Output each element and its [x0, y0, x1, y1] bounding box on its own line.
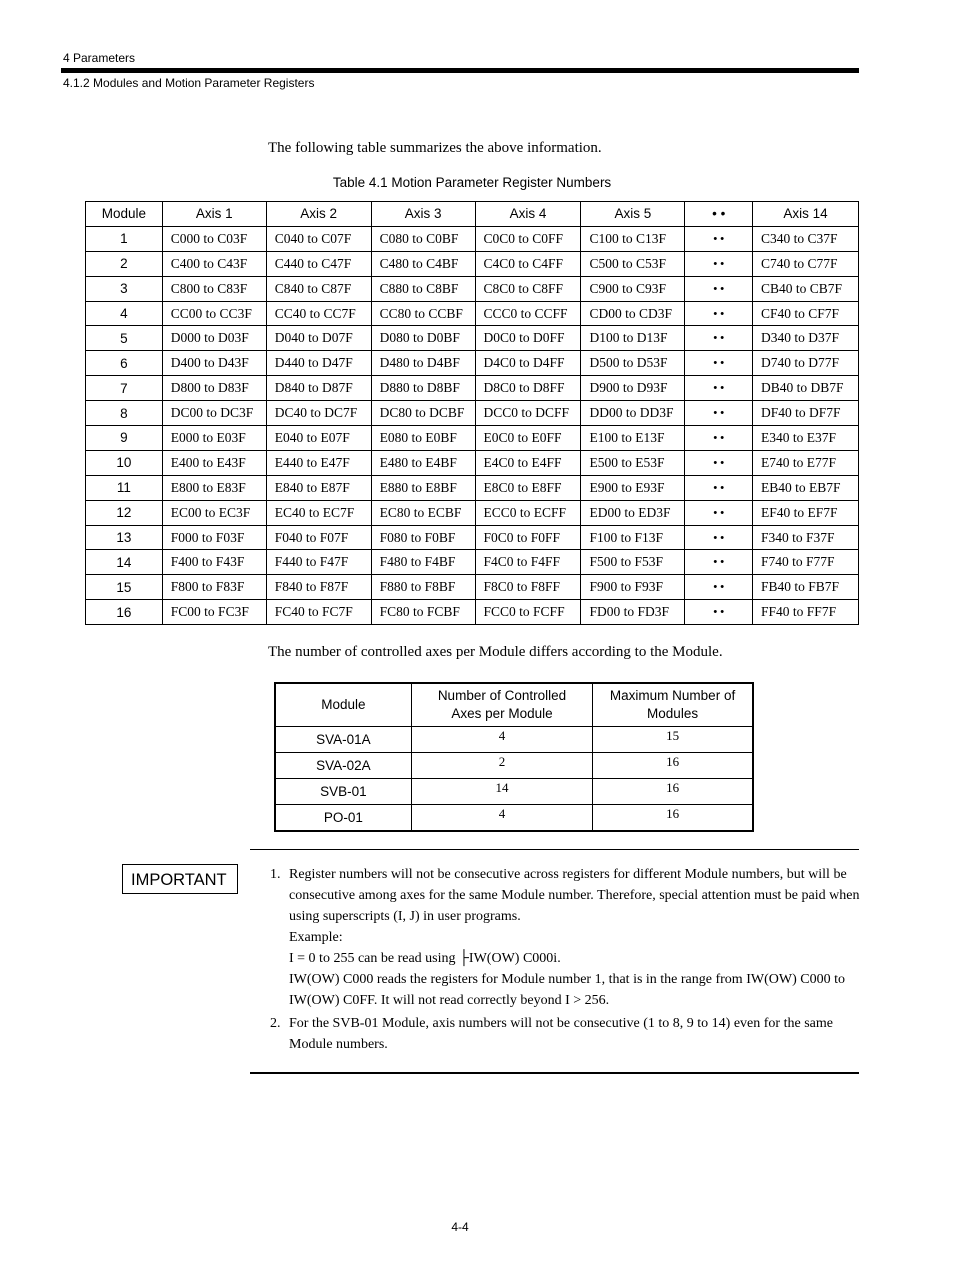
important-label: IMPORTANT: [122, 864, 238, 894]
table-cell: 4: [86, 301, 163, 326]
table-cell: E500 to E53F: [581, 450, 685, 475]
table-cell: C900 to C93F: [581, 276, 685, 301]
column-header: Module: [275, 683, 411, 727]
table-row: [86, 276, 859, 301]
table-cell: 4: [411, 805, 592, 832]
column-header: Axis 5: [581, 202, 685, 227]
table-cell: FC80 to FCBF: [371, 600, 475, 625]
table-cell: EB40 to EB7F: [753, 475, 859, 500]
table-cell: 10: [86, 450, 163, 475]
table-cell: CCC0 to CCFF: [475, 301, 581, 326]
table-cell: DC80 to DCBF: [371, 401, 475, 426]
table-cell: 2: [86, 251, 163, 276]
table-cell: 3: [86, 276, 163, 301]
table-cell: FF40 to FF7F: [753, 600, 859, 625]
register-number-table: [85, 201, 859, 625]
table-cell: F400 to F43F: [162, 550, 266, 575]
table-cell: • •: [685, 251, 753, 276]
table-row: [275, 779, 753, 805]
table-cell: F8C0 to F8FF: [475, 575, 581, 600]
table-cell: DC40 to DC7F: [266, 401, 371, 426]
table-cell: E0C0 to E0FF: [475, 426, 581, 451]
table-cell: E840 to E87F: [266, 475, 371, 500]
note-text: Register numbers will not be consecutive across registers for different Module numbers, but will be consecutive among axes for the same Module number. Therefore, special attention must be paid when using superscripts (I, J) in user programs.: [289, 867, 860, 924]
table-cell: F800 to F83F: [162, 575, 266, 600]
table-row: [275, 805, 753, 832]
column-header: Maximum Number of Modules: [593, 683, 753, 727]
table-cell: E000 to E03F: [162, 426, 266, 451]
table-cell: 15: [593, 727, 753, 753]
example-code: I = 0 to 255 can be read using ├IW(OW) C000i.: [289, 951, 561, 966]
table-cell: • •: [685, 301, 753, 326]
table-cell: F340 to F37F: [753, 525, 859, 550]
table-row: [86, 550, 859, 575]
table-cell: • •: [685, 401, 753, 426]
table-cell: 9: [86, 426, 163, 451]
table-row: [86, 426, 859, 451]
table-cell: D800 to D83F: [162, 376, 266, 401]
table-cell: 12: [86, 500, 163, 525]
table-cell: C100 to C13F: [581, 226, 685, 251]
table-cell: C800 to C83F: [162, 276, 266, 301]
table-cell: 15: [86, 575, 163, 600]
table-cell: FB40 to FB7F: [753, 575, 859, 600]
table-cell: SVB-01: [275, 779, 411, 805]
column-header: Axis 4: [475, 202, 581, 227]
note-item-1: [270, 864, 860, 1011]
table-cell: F840 to F87F: [266, 575, 371, 600]
table-cell: D740 to D77F: [753, 351, 859, 376]
column-header: Axis 2: [266, 202, 371, 227]
table-cell: F480 to F4BF: [371, 550, 475, 575]
table-cell: C840 to C87F: [266, 276, 371, 301]
table-cell: E8C0 to E8FF: [475, 475, 581, 500]
running-header-chapter: 4 Parameters: [63, 51, 136, 65]
table-cell: DF40 to DF7F: [753, 401, 859, 426]
table-cell: D500 to D53F: [581, 351, 685, 376]
column-header: Axis 1: [162, 202, 266, 227]
important-top-rule: [250, 849, 859, 850]
table-cell: 14: [411, 779, 592, 805]
table-cell: F900 to F93F: [581, 575, 685, 600]
table-cell: CC80 to CCBF: [371, 301, 475, 326]
table-cell: E040 to E07F: [266, 426, 371, 451]
column-header: • •: [685, 202, 753, 227]
column-header: Module: [86, 202, 163, 227]
table-cell: D8C0 to D8FF: [475, 376, 581, 401]
table-cell: 13: [86, 525, 163, 550]
table-cell: E800 to E83F: [162, 475, 266, 500]
table-cell: D000 to D03F: [162, 326, 266, 351]
table-cell: C000 to C03F: [162, 226, 266, 251]
table-cell: • •: [685, 226, 753, 251]
table-cell: EF40 to EF7F: [753, 500, 859, 525]
table-cell: E900 to E93F: [581, 475, 685, 500]
table-cell: E740 to E77F: [753, 450, 859, 475]
table-cell: F740 to F77F: [753, 550, 859, 575]
table-cell: FCC0 to FCFF: [475, 600, 581, 625]
table-cell: F100 to F13F: [581, 525, 685, 550]
column-header: Number of Controlled Axes per Module: [411, 683, 592, 727]
example-description: IW(OW) C000 reads the registers for Module number 1, that is in the range from IW(OW) C000 to IW(OW) C0FF. It will not read correctly beyond I > 256.: [289, 972, 845, 1008]
table-cell: C500 to C53F: [581, 251, 685, 276]
table-cell: C8C0 to C8FF: [475, 276, 581, 301]
table-cell: 11: [86, 475, 163, 500]
table-cell: C400 to C43F: [162, 251, 266, 276]
table-header-row: [275, 683, 753, 727]
table-cell: 6: [86, 351, 163, 376]
table-cell: D400 to D43F: [162, 351, 266, 376]
table-cell: • •: [685, 376, 753, 401]
table-cell: 16: [593, 805, 753, 832]
table-cell: E440 to E47F: [266, 450, 371, 475]
table-cell: D900 to D93F: [581, 376, 685, 401]
page-number: 4-4: [451, 1220, 469, 1234]
table-cell: C4C0 to C4FF: [475, 251, 581, 276]
table-cell: E880 to E8BF: [371, 475, 475, 500]
table-cell: 2: [411, 753, 592, 779]
table-cell: F880 to F8BF: [371, 575, 475, 600]
table-row: [86, 525, 859, 550]
table-cell: • •: [685, 326, 753, 351]
table-cell: • •: [685, 351, 753, 376]
table-cell: E4C0 to E4FF: [475, 450, 581, 475]
table-cell: CF40 to CF7F: [753, 301, 859, 326]
table-row: [86, 251, 859, 276]
table-cell: CC40 to CC7F: [266, 301, 371, 326]
table-cell: F080 to F0BF: [371, 525, 475, 550]
table-cell: • •: [685, 550, 753, 575]
table-cell: D0C0 to D0FF: [475, 326, 581, 351]
table-cell: 5: [86, 326, 163, 351]
table-cell: 8: [86, 401, 163, 426]
table-cell: D440 to D47F: [266, 351, 371, 376]
table-cell: C080 to C0BF: [371, 226, 475, 251]
table-cell: • •: [685, 426, 753, 451]
table-row: [86, 376, 859, 401]
table-cell: • •: [685, 475, 753, 500]
table-row: [275, 753, 753, 779]
table-cell: • •: [685, 450, 753, 475]
table-cell: • •: [685, 500, 753, 525]
table-cell: C040 to C07F: [266, 226, 371, 251]
table-cell: D4C0 to D4FF: [475, 351, 581, 376]
table-cell: SVA-01A: [275, 727, 411, 753]
table-row: [86, 401, 859, 426]
table-cell: 4: [411, 727, 592, 753]
table-cell: CD00 to CD3F: [581, 301, 685, 326]
table-cell: DB40 to DB7F: [753, 376, 859, 401]
table-cell: E080 to E0BF: [371, 426, 475, 451]
table-cell: EC80 to ECBF: [371, 500, 475, 525]
table-cell: F0C0 to F0FF: [475, 525, 581, 550]
table-row: [275, 727, 753, 753]
important-bottom-rule: [250, 1072, 859, 1074]
table-cell: EC00 to EC3F: [162, 500, 266, 525]
table-cell: D080 to D0BF: [371, 326, 475, 351]
table-cell: 16: [86, 600, 163, 625]
note-number: 1.: [270, 867, 281, 882]
table-cell: FC00 to FC3F: [162, 600, 266, 625]
table-cell: C440 to C47F: [266, 251, 371, 276]
header-rule: [61, 68, 859, 73]
table-header-row: [86, 202, 859, 227]
table-cell: • •: [685, 276, 753, 301]
table-cell: C480 to C4BF: [371, 251, 475, 276]
example-label: Example:: [289, 930, 343, 945]
column-header: Axis 14: [753, 202, 859, 227]
table-cell: F040 to F07F: [266, 525, 371, 550]
table-cell: 16: [593, 753, 753, 779]
module-axes-table: [274, 682, 754, 832]
table-cell: EC40 to EC7F: [266, 500, 371, 525]
table-cell: FD00 to FD3F: [581, 600, 685, 625]
table-cell: • •: [685, 575, 753, 600]
table-cell: FC40 to FC7F: [266, 600, 371, 625]
note-text: For the SVB-01 Module, axis numbers will not be consecutive (1 to 8, 9 to 14) even for the same Module numbers.: [289, 1016, 833, 1052]
table-row: [86, 450, 859, 475]
table-cell: ED00 to ED3F: [581, 500, 685, 525]
table-row: [86, 326, 859, 351]
table-cell: C880 to C8BF: [371, 276, 475, 301]
table-cell: • •: [685, 525, 753, 550]
table-row: [86, 575, 859, 600]
table-cell: SVA-02A: [275, 753, 411, 779]
column-header: Axis 3: [371, 202, 475, 227]
note-item-2: [270, 1013, 860, 1055]
table-row: [86, 500, 859, 525]
table-cell: CB40 to CB7F: [753, 276, 859, 301]
table-cell: E400 to E43F: [162, 450, 266, 475]
table-caption: Table 4.1 Motion Parameter Register Numbers: [332, 175, 612, 190]
table-cell: D340 to D37F: [753, 326, 859, 351]
table-cell: F440 to F47F: [266, 550, 371, 575]
table-cell: C340 to C37F: [753, 226, 859, 251]
running-header-section: 4.1.2 Modules and Motion Parameter Registers: [63, 76, 315, 90]
table-cell: F4C0 to F4FF: [475, 550, 581, 575]
table-row: [86, 226, 859, 251]
table-cell: 7: [86, 376, 163, 401]
table-row: [86, 351, 859, 376]
table-cell: D480 to D4BF: [371, 351, 475, 376]
table-cell: DCC0 to DCFF: [475, 401, 581, 426]
table-cell: E100 to E13F: [581, 426, 685, 451]
table-cell: ECC0 to ECFF: [475, 500, 581, 525]
table-cell: D880 to D8BF: [371, 376, 475, 401]
table-cell: E340 to E37F: [753, 426, 859, 451]
table-cell: 1: [86, 226, 163, 251]
table-cell: D040 to D07F: [266, 326, 371, 351]
table-cell: DD00 to DD3F: [581, 401, 685, 426]
table-cell: 16: [593, 779, 753, 805]
intro-paragraph: The following table summarizes the above information.: [268, 140, 602, 156]
axes-note-paragraph: The number of controlled axes per Module differs according to the Module.: [268, 644, 723, 660]
table-row: [86, 475, 859, 500]
table-row: [86, 301, 859, 326]
table-row: [86, 600, 859, 625]
table-cell: D840 to D87F: [266, 376, 371, 401]
important-notes: [270, 864, 860, 1055]
table-cell: E480 to E4BF: [371, 450, 475, 475]
table-cell: F500 to F53F: [581, 550, 685, 575]
table-cell: C0C0 to C0FF: [475, 226, 581, 251]
table-cell: F000 to F03F: [162, 525, 266, 550]
table-cell: • •: [685, 600, 753, 625]
table-cell: CC00 to CC3F: [162, 301, 266, 326]
table-cell: C740 to C77F: [753, 251, 859, 276]
table-cell: DC00 to DC3F: [162, 401, 266, 426]
table-cell: PO-01: [275, 805, 411, 832]
note-number: 2.: [270, 1016, 281, 1031]
table-cell: 14: [86, 550, 163, 575]
table-cell: D100 to D13F: [581, 326, 685, 351]
